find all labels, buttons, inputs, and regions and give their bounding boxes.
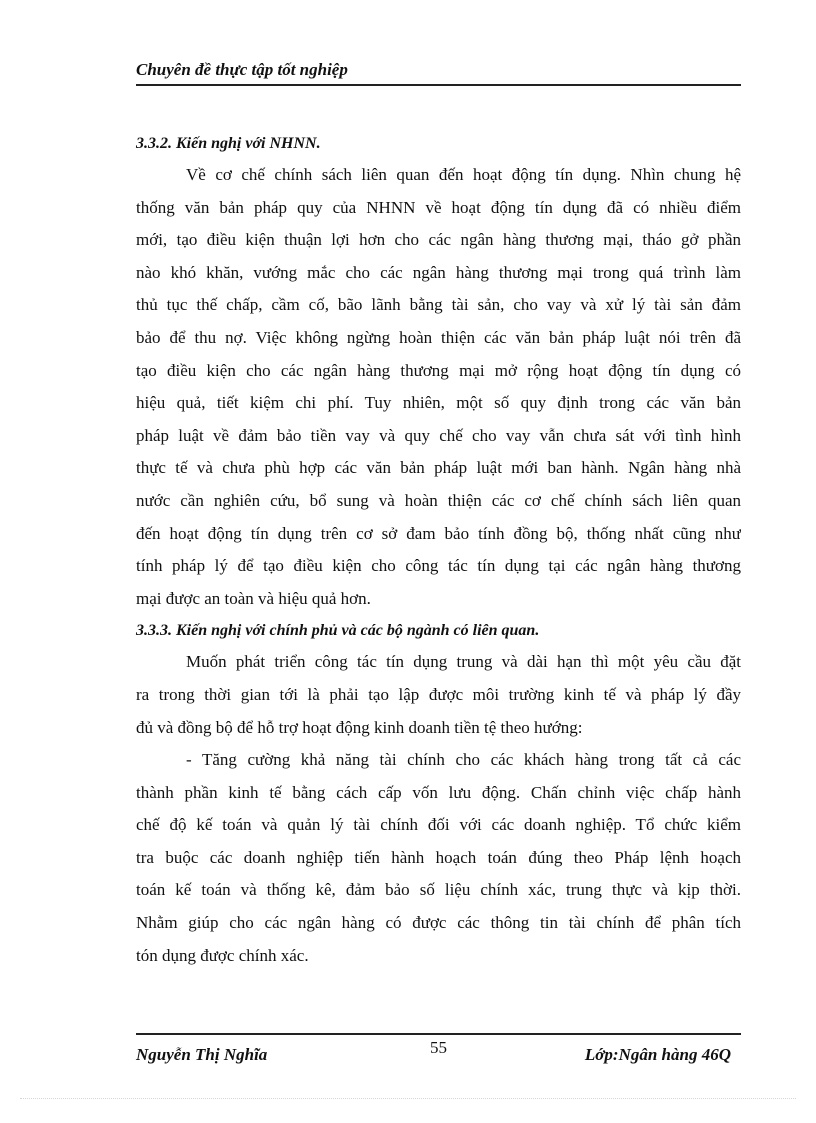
paragraph-line: thủ tục thế chấp, cầm cố, bão lãnh bằng tài sản, cho vay và xử lý tài sản đảm [136,295,741,315]
footer-class-label: Lớp:Ngân hàng 46Q [584,1045,731,1064]
paragraph-line: mại được an toàn và hiệu quả hơn. [136,588,371,608]
paragraph-intro [136,646,741,744]
paragraph-line: Muốn phát triển công tác tín dụng trung và dài hạn thì một yêu cầu đặt [186,652,741,672]
page-header [136,60,741,86]
paragraph-nhnn [136,159,741,615]
section-heading-3-3-2: 3.3.2. Kiến nghị với NHNN. [136,135,321,152]
paragraph-line: chế độ kế toán và quản lý tài chính đối với các doanh nghiệp. Tổ chức kiểm [136,815,741,835]
paragraph-line: thành phần kinh tế bằng cách cấp vốn lưu động. Chấn chỉnh việc chấp hành [136,782,741,802]
footer-author: Nguyễn Thị Nghĩa [136,1045,268,1064]
paragraph-line: nào khó khăn, vướng mắc cho các ngân hàng thương mại trong quá trình làm [136,262,741,282]
paragraph-line: toán kế toán và thống kê, đảm bảo số liệu chính xác, trung thực và kịp thời. [136,880,741,900]
paragraph-line: đủ và đồng bộ để hỗ trợ hoạt động kinh doanh tiền tệ theo hướng: [136,717,583,737]
paragraph-line: tón dụng được chính xác. [136,945,309,965]
paragraph-line: tra buộc các doanh nghiệp tiến hành hoạch toán đúng theo Pháp lệnh hoạch [136,847,741,867]
paragraph-finance [136,744,741,972]
paragraph-line: tính pháp lý để tạo điều kiện cho công tác tín dụng tại các ngân hàng thương [136,556,741,576]
paragraph-line: mới, tạo điều kiện thuận lợi hơn cho các ngân hàng thương mại, tháo gở phần [136,230,741,250]
paragraph-line: Về cơ chế chính sách liên quan đến hoạt động tín dụng. Nhìn chung hệ [186,165,741,184]
paragraph-line: Nhằm giúp cho các ngân hàng có được các thông tin tài chính để phân tích [136,913,741,933]
paragraph-line: ra trong thời gian tới là phải tạo lập được môi trường kinh tế và pháp lý đầy [136,684,741,704]
document-body [136,128,741,972]
paragraph-line: nước cần nghiên cứu, bổ sung và hoàn thiện các cơ chế chính sách liên quan [136,490,741,510]
paragraph-line: đến hoạt động tín dụng trên cơ sở đam bảo tính đồng bộ, thống nhất cũng như [136,523,741,543]
paragraph-line: thực tế và chưa phù hợp các văn bản pháp luật mới ban hành. Ngân hàng nhà [136,458,741,478]
paragraph-line: bảo để thu nợ. Việc không ngừng hoàn thiện các văn bản pháp luật nói trên đã [136,327,741,347]
paragraph-line: tạo điều kiện cho các ngân hàng thương mại mở rộng hoạt động tín dụng có [136,360,741,380]
page-number: 55 [430,1038,447,1057]
paragraph-line: hiệu quả, tiết kiệm chi phí. Tuy nhiên, một số quy định trong các văn bản [136,393,741,413]
paragraph-line: - Tăng cường khả năng tài chính cho các khách hàng trong tất cả các [186,750,741,770]
paragraph-line: thống văn bản pháp quy của NHNN về hoạt động tín dụng đã có nhiều điểm [136,197,741,217]
page-footer [136,1033,741,1073]
page-bottom-dotted-border [20,1098,796,1099]
section-heading-3-3-3: 3.3.3. Kiến nghị với chính phủ và các bộ ngành có liên quan. [136,622,540,640]
header-title: Chuyên đề thực tập tốt nghiệp [136,60,348,79]
paragraph-line: pháp luật về đảm bảo tiền vay và quy chế cho vay vẫn chưa sát với tình hình [136,425,741,445]
